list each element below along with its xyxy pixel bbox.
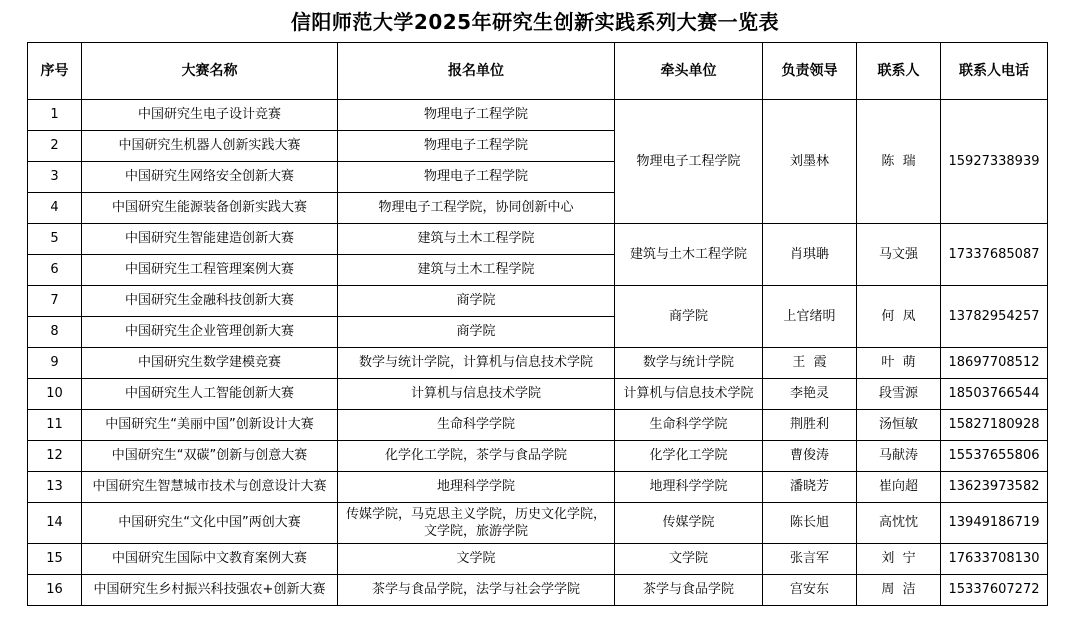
table-row (28, 544, 1048, 575)
lead-unit: 计算机与信息技术学院 (615, 379, 763, 410)
row-no: 4 (28, 193, 82, 224)
row-no: 10 (28, 379, 82, 410)
lead-unit: 数学与统计学院 (615, 348, 763, 379)
leader: 李艳灵 (763, 379, 857, 410)
competition-name: 中国研究生国际中文教育案例大赛 (82, 544, 338, 575)
contact-phone: 15537655806 (941, 441, 1048, 472)
competition-name: 中国研究生“美丽中国”创新设计大赛 (82, 410, 338, 441)
contact-person: 段雪源 (857, 379, 941, 410)
leader: 王 霞 (763, 348, 857, 379)
lead-unit: 传媒学院 (615, 503, 763, 544)
register-unit-line: 传媒学院，马克思主义学院，历史文化学院， (345, 507, 606, 522)
contact-person: 周 洁 (857, 575, 941, 606)
header-no: 序号 (28, 43, 82, 100)
row-no: 3 (28, 162, 82, 193)
table-row (28, 503, 1048, 544)
row-no: 11 (28, 410, 82, 441)
row-no: 8 (28, 317, 82, 348)
lead-unit: 地理科学学院 (615, 472, 763, 503)
header-unit: 报名单位 (338, 43, 615, 100)
contact-phone: 13949186719 (941, 503, 1048, 544)
contact-phone: 15827180928 (941, 410, 1048, 441)
row-no: 2 (28, 131, 82, 162)
competition-name: 中国研究生金融科技创新大赛 (82, 286, 338, 317)
competition-name: 中国研究生能源装备创新实践大赛 (82, 193, 338, 224)
table-header-row (28, 43, 1048, 100)
row-no: 15 (28, 544, 82, 575)
register-unit: 茶学与食品学院，法学与社会学学院 (338, 575, 615, 606)
row-no: 5 (28, 224, 82, 255)
competition-name: 中国研究生智能建造创新大赛 (82, 224, 338, 255)
competition-name: 中国研究生机器人创新实践大赛 (82, 131, 338, 162)
table-row (28, 100, 1048, 131)
row-no: 12 (28, 441, 82, 472)
contact-person: 马献涛 (857, 441, 941, 472)
lead-unit: 生命科学学院 (615, 410, 763, 441)
table-row (28, 286, 1048, 317)
header-leader: 负责领导 (763, 43, 857, 100)
page-title: 信阳师范大学2025年研究生创新实践系列大赛一览表 (290, 10, 780, 34)
lead-unit: 建筑与土木工程学院 (615, 224, 763, 286)
contact-person: 刘 宁 (857, 544, 941, 575)
row-no: 16 (28, 575, 82, 606)
register-unit: 数学与统计学院，计算机与信息技术学院 (338, 348, 615, 379)
register-unit: 建筑与土木工程学院 (338, 224, 615, 255)
register-unit: 商学院 (338, 317, 615, 348)
leader: 曹俊涛 (763, 441, 857, 472)
leader: 刘墨林 (763, 100, 857, 224)
contact-phone: 13782954257 (941, 286, 1048, 348)
competition-name: 中国研究生工程管理案例大赛 (82, 255, 338, 286)
table-row (28, 441, 1048, 472)
header-lead: 牵头单位 (615, 43, 763, 100)
row-no: 6 (28, 255, 82, 286)
register-unit: 物理电子工程学院 (338, 162, 615, 193)
register-unit: 化学化工学院，茶学与食品学院 (338, 441, 615, 472)
register-unit: 物理电子工程学院，协同创新中心 (338, 193, 615, 224)
competition-name: 中国研究生数学建模竞赛 (82, 348, 338, 379)
leader: 陈长旭 (763, 503, 857, 544)
register-unit: 生命科学学院 (338, 410, 615, 441)
competition-name: 中国研究生人工智能创新大赛 (82, 379, 338, 410)
contact-person: 马文强 (857, 224, 941, 286)
register-unit-line: 文学院，旅游学院 (423, 524, 528, 539)
row-no: 14 (28, 503, 82, 544)
competition-table (27, 42, 1048, 606)
row-no: 7 (28, 286, 82, 317)
leader: 张言军 (763, 544, 857, 575)
header-name: 大赛名称 (82, 43, 338, 100)
contact-person: 叶 萌 (857, 348, 941, 379)
contact-phone: 15337607272 (941, 575, 1048, 606)
contact-phone: 17633708130 (941, 544, 1048, 575)
contact-phone: 17337685087 (941, 224, 1048, 286)
table-row (28, 224, 1048, 255)
contact-phone: 18697708512 (941, 348, 1048, 379)
competition-name: 中国研究生乡村振兴科技强农+创新大赛 (82, 575, 338, 606)
contact-person: 何 凤 (857, 286, 941, 348)
row-no: 13 (28, 472, 82, 503)
lead-unit: 化学化工学院 (615, 441, 763, 472)
register-unit: 地理科学学院 (338, 472, 615, 503)
competition-name: 中国研究生智慧城市技术与创意设计大赛 (82, 472, 338, 503)
contact-person: 汤恒敏 (857, 410, 941, 441)
table-row (28, 410, 1048, 441)
contact-phone: 13623973582 (941, 472, 1048, 503)
contact-phone: 15927338939 (941, 100, 1048, 224)
register-unit: 商学院 (338, 286, 615, 317)
register-unit: 计算机与信息技术学院 (338, 379, 615, 410)
contact-person: 陈 瑞 (857, 100, 941, 224)
competition-name: 中国研究生“双碳”创新与创意大赛 (82, 441, 338, 472)
header-contact: 联系人 (857, 43, 941, 100)
contact-person: 崔向超 (857, 472, 941, 503)
contact-person: 高忱忱 (857, 503, 941, 544)
contact-phone: 18503766544 (941, 379, 1048, 410)
lead-unit: 物理电子工程学院 (615, 100, 763, 224)
leader: 肖琪聃 (763, 224, 857, 286)
lead-unit: 文学院 (615, 544, 763, 575)
competition-name: 中国研究生电子设计竞赛 (82, 100, 338, 131)
register-unit: 物理电子工程学院 (338, 131, 615, 162)
leader: 宫安东 (763, 575, 857, 606)
leader: 潘晓芳 (763, 472, 857, 503)
table-row (28, 472, 1048, 503)
register-unit: 文学院 (338, 544, 615, 575)
register-unit: 建筑与土木工程学院 (338, 255, 615, 286)
competition-name: 中国研究生企业管理创新大赛 (82, 317, 338, 348)
competition-name: 中国研究生网络安全创新大赛 (82, 162, 338, 193)
table-row (28, 379, 1048, 410)
header-phone: 联系人电话 (941, 43, 1048, 100)
register-unit: 物理电子工程学院 (338, 100, 615, 131)
table-row (28, 575, 1048, 606)
row-no: 1 (28, 100, 82, 131)
register-unit (338, 503, 615, 544)
table-row (28, 348, 1048, 379)
leader: 上官绪明 (763, 286, 857, 348)
lead-unit: 商学院 (615, 286, 763, 348)
competition-name: 中国研究生“文化中国”两创大赛 (82, 503, 338, 544)
row-no: 9 (28, 348, 82, 379)
lead-unit: 茶学与食品学院 (615, 575, 763, 606)
leader: 荆胜利 (763, 410, 857, 441)
